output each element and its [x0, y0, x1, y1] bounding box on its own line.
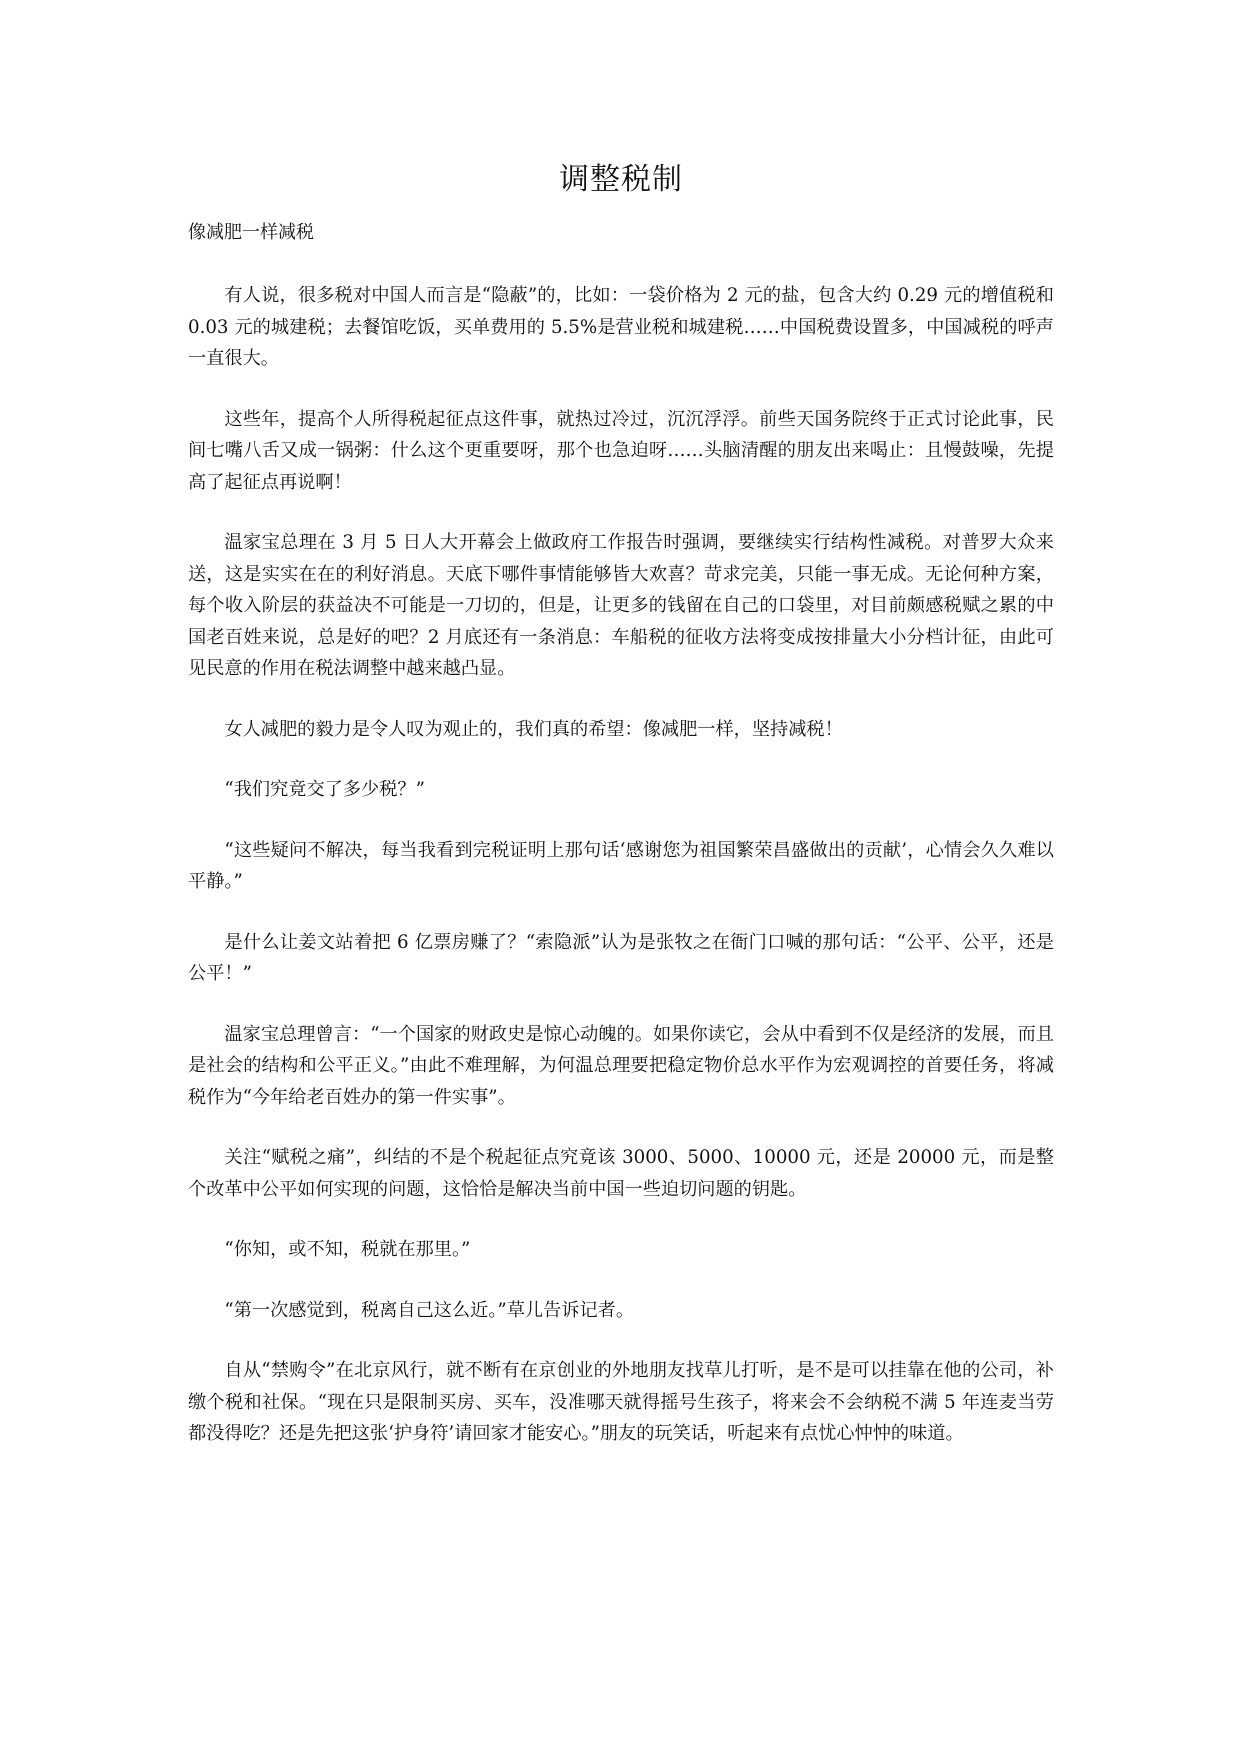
paragraph: 温家宝总理在 3 月 5 日人大开幕会上做政府工作报告时强调，要继续实行结构性减税。对普罗大众来送，这是实实在在的利好消息。天底下哪件事情能够皆大欢喜？苛求完美，只能一事无成。无论何种方案，每个收入阶层的获益决不可能是一刀切的，但是，让更多的钱留在自己的口袋里，对目前颇感税赋之累的中国老百姓来说，总是好的吧？2 月底还有一条消息：车船税的征收方法将变成按排量大小分档计征，由此可见民意的作用在税法调整中越来越凸显。 — [188, 532, 1054, 679]
paragraph: “我们究竟交了多少税？” — [224, 779, 425, 800]
paragraph: 温家宝总理曾言：“一个国家的财政史是惊心动魄的。如果你读它，会从中看到不仅是经济的发展，而且是社会的结构和公平正义。”由此不难理解，为何温总理要把稳定物价总水平作为宏观调控的首要任务，将减税作为“今年给老百姓办的第一件实事”。 — [188, 1023, 1054, 1108]
paragraph: 关注“赋税之痛”，纠结的不是个税起征点究竟该 3000、5000、10000 元，还是 20000 元，而是整个改革中公平如何实现的问题，这恰恰是解决当前中国一些迫切问题的钥匙。 — [188, 1147, 1054, 1200]
paragraph: 这些年，提高个人所得税起征点这件事，就热过冷过，沉沉浮浮。前些天国务院终于正式讨论此事，民间七嘴八舌又成一锅粥：什么这个更重要呀，那个也急迫呀……头脑清醒的朋友出来喝止：且慢鼓噪，先提高了起征点再说啊！ — [188, 408, 1054, 493]
paragraph: 自从“禁购令”在北京风行，就不断有在京创业的外地朋友找草儿打听，是不是可以挂靠在他的公司，补缴个税和社保。“现在只是限制买房、买车，没准哪天就得摇号生孩子，将来会不会纳税不满 5 年连麦当劳都没得吃？还是先把这张‘护身符’请回家才能安心。”朋友的玩笑话，听起来有点忧心忡忡的味道。 — [188, 1360, 1054, 1444]
document-page — [188, 160, 1054, 1479]
paragraph: 是什么让姜文站着把 6 亿票房赚了？“索隐派”认为是张牧之在衙门口喊的那句话：“公平、公平，还是公平！” — [188, 931, 1054, 984]
paragraph: 女人减肥的毅力是令人叹为观止的，我们真的希望：像减肥一样，坚持减税！ — [224, 718, 843, 740]
document-title: 调整税制 — [559, 162, 683, 197]
paragraph: “这些疑问不解决，每当我看到完税证明上那句话‘感谢您为祖国繁荣昌盛做出的贡献’，心情会久久难以平静。” — [188, 839, 1054, 892]
paragraph: 有人说，很多税对中国人而言是“隐蔽”的，比如：一袋价格为 2 元的盐，包含大约 0.29 元的增值税和 0.03 元的城建税；去餐馆吃饭，买单费用的 5.5%是营业税和城建税……中国税费设置多，中国减税的呼声一直很大。 — [188, 285, 1054, 369]
document-subtitle: 像减肥一样减税 — [188, 222, 314, 243]
paragraph: “第一次感觉到，税离自己这么近。”草儿告诉记者。 — [224, 1299, 635, 1321]
paragraph: “你知，或不知，税就在那里。” — [224, 1239, 471, 1260]
